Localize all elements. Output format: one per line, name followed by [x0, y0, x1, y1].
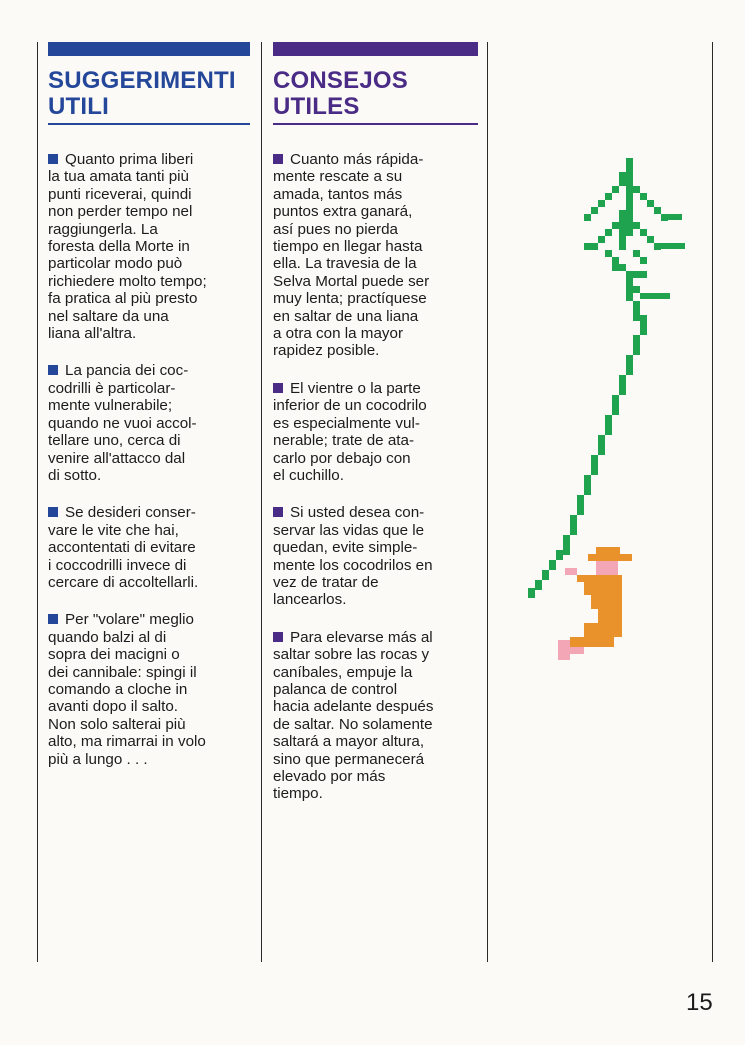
- spanish-heading-line2: UTILES: [273, 93, 360, 120]
- tip-text: Para elevarse más al saltar sobre las rocas y caníbales, empuje la palanca de control hacia adelante después de saltar. No solamente saltará a mayor altura, sino que permanecerá elevado por más tiempo.: [273, 628, 434, 803]
- tip-text: Se desideri conser- vare le vite che hai, accontentati di evitare i coccodrilli invece di cercare di accoltellarli.: [48, 504, 199, 591]
- tip-text: El vientre o la parte inferior de un cocodrilo es especialmente vul- nerable; trate de ata- carlo por debajo con el cuchillo.: [273, 379, 427, 484]
- tip-text: Quanto prima liberi la tua amata tanti più punti riceverai, quindi non perder tempo nel raggiungerla. La foresta della Morte in particolar modo può richiedere molto tempo; fa pratica al più presto nel saltare da una liana all'altra.: [48, 151, 207, 343]
- vine-icon: [528, 158, 685, 598]
- spanish-heading-line1: CONSEJOS: [273, 67, 408, 94]
- page-number: 15: [686, 989, 713, 1016]
- italian-heading-line1: SUGGERIMENTI: [48, 67, 236, 94]
- tip-text: Per "volare" meglio quando balzi al di sopra dei macigni o dei cannibale: spingi il comando a cloche in avanti dopo il salto. Non solo salterai più alto, ma rimarrai in volo più a lungo . . .: [48, 611, 206, 768]
- tip-text: La pancia dei coc- codrilli è particolar- mente vulnerabile; quando ne vuoi accol- tellare uno, cerca di venire all'attacco dal di sotto.: [48, 362, 197, 484]
- tip-text: Cuanto más rápida- mente rescate a su amada, tantos más puntos extra ganará, así pues no pierda tiempo en llegar hasta ella. La travesia de la Selva Mortal puede ser muy lenta; practíquese en saltar de una liana a otra con la mayor rapidez posible.: [273, 151, 430, 360]
- tip-text: Si usted desea con- servar las vidas que le quedan, evite simple- mente los cocodrilos en vez de tratar de lancearlos.: [273, 504, 433, 609]
- italian-heading-line2: UTILI: [48, 93, 109, 120]
- explorer-icon: [558, 547, 632, 660]
